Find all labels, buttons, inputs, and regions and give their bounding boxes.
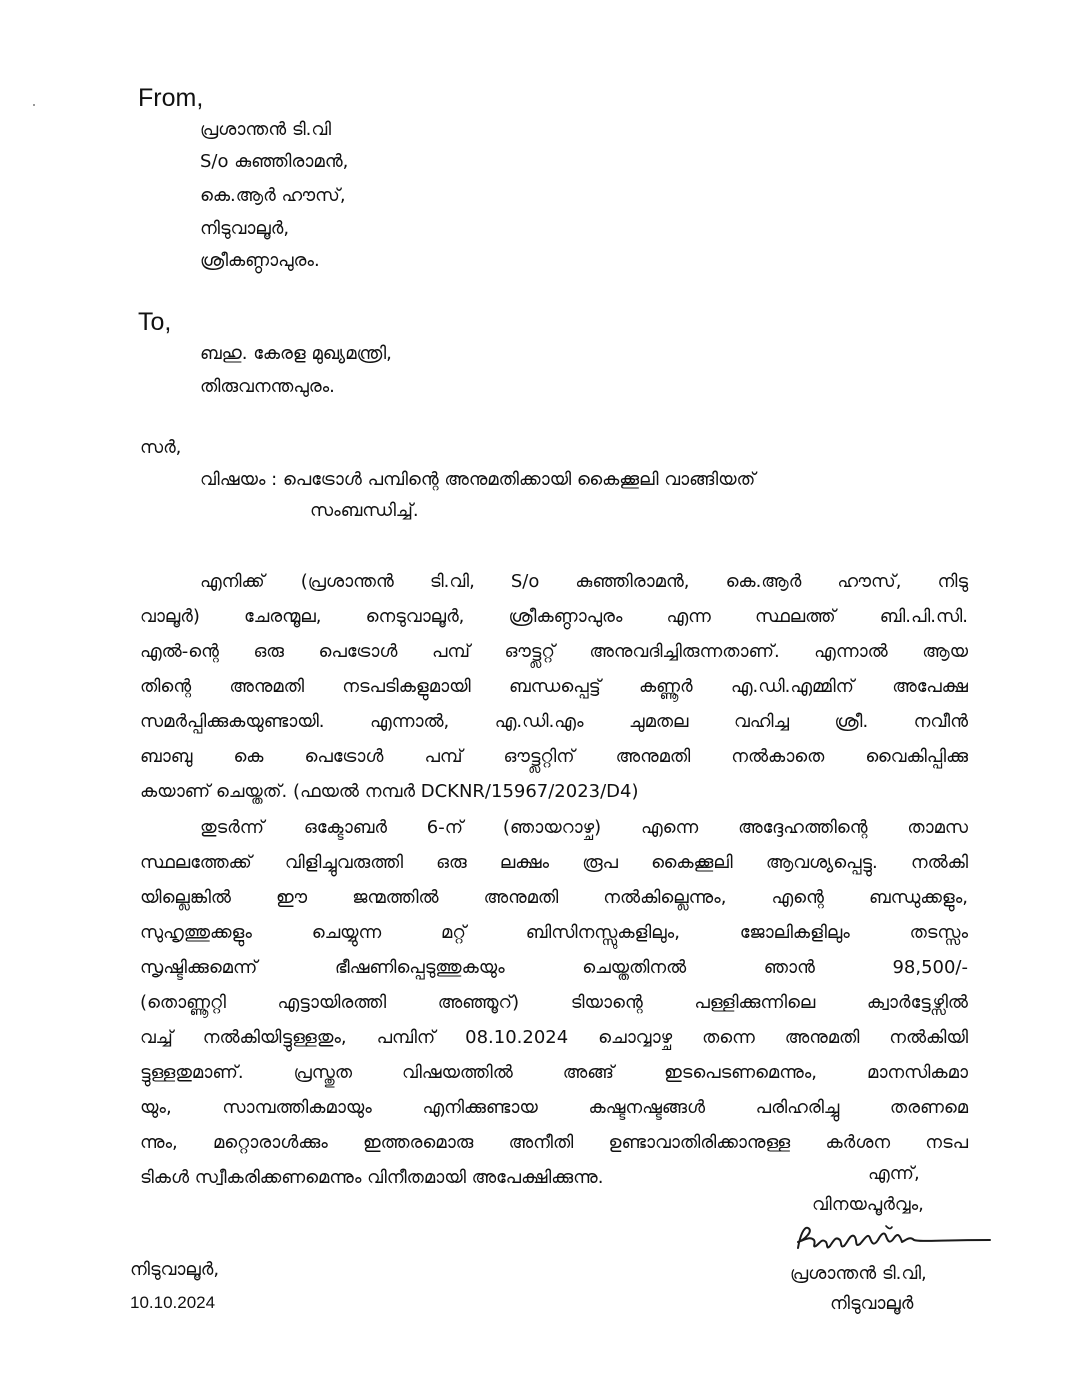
from-heading: From, xyxy=(138,84,204,112)
closing-line-2: വിനയപൂർവ്വം, xyxy=(812,1194,924,1215)
paragraph-line: തുടർന്ന് ഒക്ടോബർ 6-ന് (ഞായറാഴ്ച) എന്നെ അദ്ദേഹത്തിന്റെ താമസ xyxy=(200,817,968,838)
paragraph-line: ന്നും, മറ്റൊരാൾക്കും ഇത്തരമൊരു അനീതി ഉണ്ടാവാതിരിക്കാനുള്ള കർശന നടപ xyxy=(140,1132,968,1153)
to-heading: To, xyxy=(138,308,172,336)
paragraph-line: സമർപ്പിക്കുകയുണ്ടായി. എന്നാൽ, എ.ഡി.എം ചുമതല വഹിച്ച ശ്രീ. നവീൻ xyxy=(140,711,968,732)
paragraph-line: യില്ലെങ്കിൽ ഈ ജന്മത്തിൽ അനുമതി നൽകില്ലെന്നും, എന്റെ ബന്ധുക്കളും, xyxy=(140,887,968,908)
signature xyxy=(790,1218,995,1258)
paragraph-line: സ്ഥലത്തേക്ക് വിളിച്ചുവരുത്തി ഒരു ലക്ഷം രൂപ കൈക്കൂലി ആവശ്യപ്പെട്ടു. നൽകി xyxy=(140,852,968,873)
salutation: സർ, xyxy=(140,437,182,458)
paragraph-line: ട്ടുള്ളതുമാണ്. പ്രസ്തുത വിഷയത്തിൽ അങ്ങ് ഇടപെടണമെന്നും, മാനസികമാ xyxy=(140,1062,968,1083)
footer-date: 10.10.2024 xyxy=(130,1293,216,1312)
paragraph-1 xyxy=(140,564,968,809)
to-recipient: ബഹു. കേരള മുഖ്യമന്ത്രി, xyxy=(200,343,392,364)
subject-line-2: സംബന്ധിച്ച്. xyxy=(310,500,419,521)
paragraph-2 xyxy=(140,810,968,1195)
paragraph-line: ടികൾ സ്വീകരിക്കണമെന്നും വിനീതമായി അപേക്ഷിക്കുന്നു. xyxy=(140,1167,604,1188)
paragraph-line: കയാണ് ചെയ്തത്. (ഫയൽ നമ്പർ DCKNR/15967/2023/D4) xyxy=(140,781,639,802)
subject-line-1: വിഷയം : പെട്രോൾ പമ്പിന്റെ അനുമതിക്കായി കൈക്കൂലി വാങ്ങിയത് xyxy=(200,469,756,490)
paragraph-line: (തൊണ്ണൂറ്റി എട്ടായിരത്തി അഞ്ഞൂറ്) ടിയാന്റെ പള്ളിക്കുന്നിലെ ക്വാർട്ടേഴ്സിൽ xyxy=(140,992,968,1013)
paragraph-line: വച്ച് നൽകിയിട്ടുള്ളതും, പമ്പിന് 08.10.2024 ചൊവ്വാഴ്ച തന്നെ അനുമതി നൽകിയി xyxy=(140,1027,968,1048)
paragraph-line: എൽ-ന്റെ ഒരു പെട്രോൾ പമ്പ് ഔട്ട്ലറ്റ് അനുവദിച്ചിരുന്നതാണ്. എന്നാൽ ആയ xyxy=(140,641,968,662)
signatory-name: പ്രശാന്തൻ ടി.വി, xyxy=(790,1263,927,1284)
paragraph-line: തിന്റെ അനുമതി നടപടികളുമായി ബന്ധപ്പെട്ട് കണ്ണൂർ എ.ഡി.എമ്മിന് അപേക്ഷ xyxy=(140,676,968,697)
from-house: കെ.ആർ ഹൗസ്, xyxy=(200,185,346,206)
paragraph-line: സൃഷ്ടിക്കുമെന്ന് ഭീഷണിപ്പെടുത്തുകയും ചെയ്തതിനൽ ഞാൻ 98,500/- xyxy=(140,957,968,978)
paragraph-line: വാലൂർ) ചേരന്മൂല, നെടുവാലൂർ, ശ്രീകണ്ഠാപുരം എന്ന സ്ഥലത്ത് ബി.പി.സി. xyxy=(140,606,968,627)
signature-scribble-icon xyxy=(790,1218,995,1258)
paragraph-line: എനിക്ക് (പ്രശാന്തൻ ടി.വി, S/o കുഞ്ഞിരാമൻ, കെ.ആർ ഹൗസ്, നിടു xyxy=(200,571,968,592)
paragraph-line: യും, സാമ്പത്തികമായും എനിക്കുണ്ടായ കഷ്ടനഷ്ടങ്ങൾ പരിഹരിച്ചു തരണമെ xyxy=(140,1097,968,1118)
from-locality: നിടുവാലൂർ, xyxy=(200,218,290,239)
signatory-place: നിടുവാലൂർ xyxy=(830,1293,914,1314)
to-city: തിരുവനന്തപുരം. xyxy=(200,376,335,397)
closing-line-1: എന്ന്, xyxy=(868,1163,920,1184)
paragraph-line: സുഹൃത്തുക്കളും ചെയ്യുന്ന മറ്റ് ബിസിനസ്സുകളിലും, ജോലികളിലും തടസ്സം xyxy=(140,922,968,943)
scan-speck xyxy=(33,104,35,106)
from-name: പ്രശാന്തൻ ടി.വി xyxy=(200,119,332,140)
paragraph-line: ബാബു കെ പെട്രോൾ പമ്പ് ഔട്ട്ലറ്റിന് അനുമതി നൽകാതെ വൈകിപ്പിക്കു xyxy=(140,746,968,767)
footer-place: നിടുവാലൂർ, xyxy=(130,1259,220,1280)
from-town: ശ്രീകണ്ഠാപുരം. xyxy=(200,250,320,271)
from-parent: S/o കുഞ്ഞിരാമൻ, xyxy=(200,151,349,172)
